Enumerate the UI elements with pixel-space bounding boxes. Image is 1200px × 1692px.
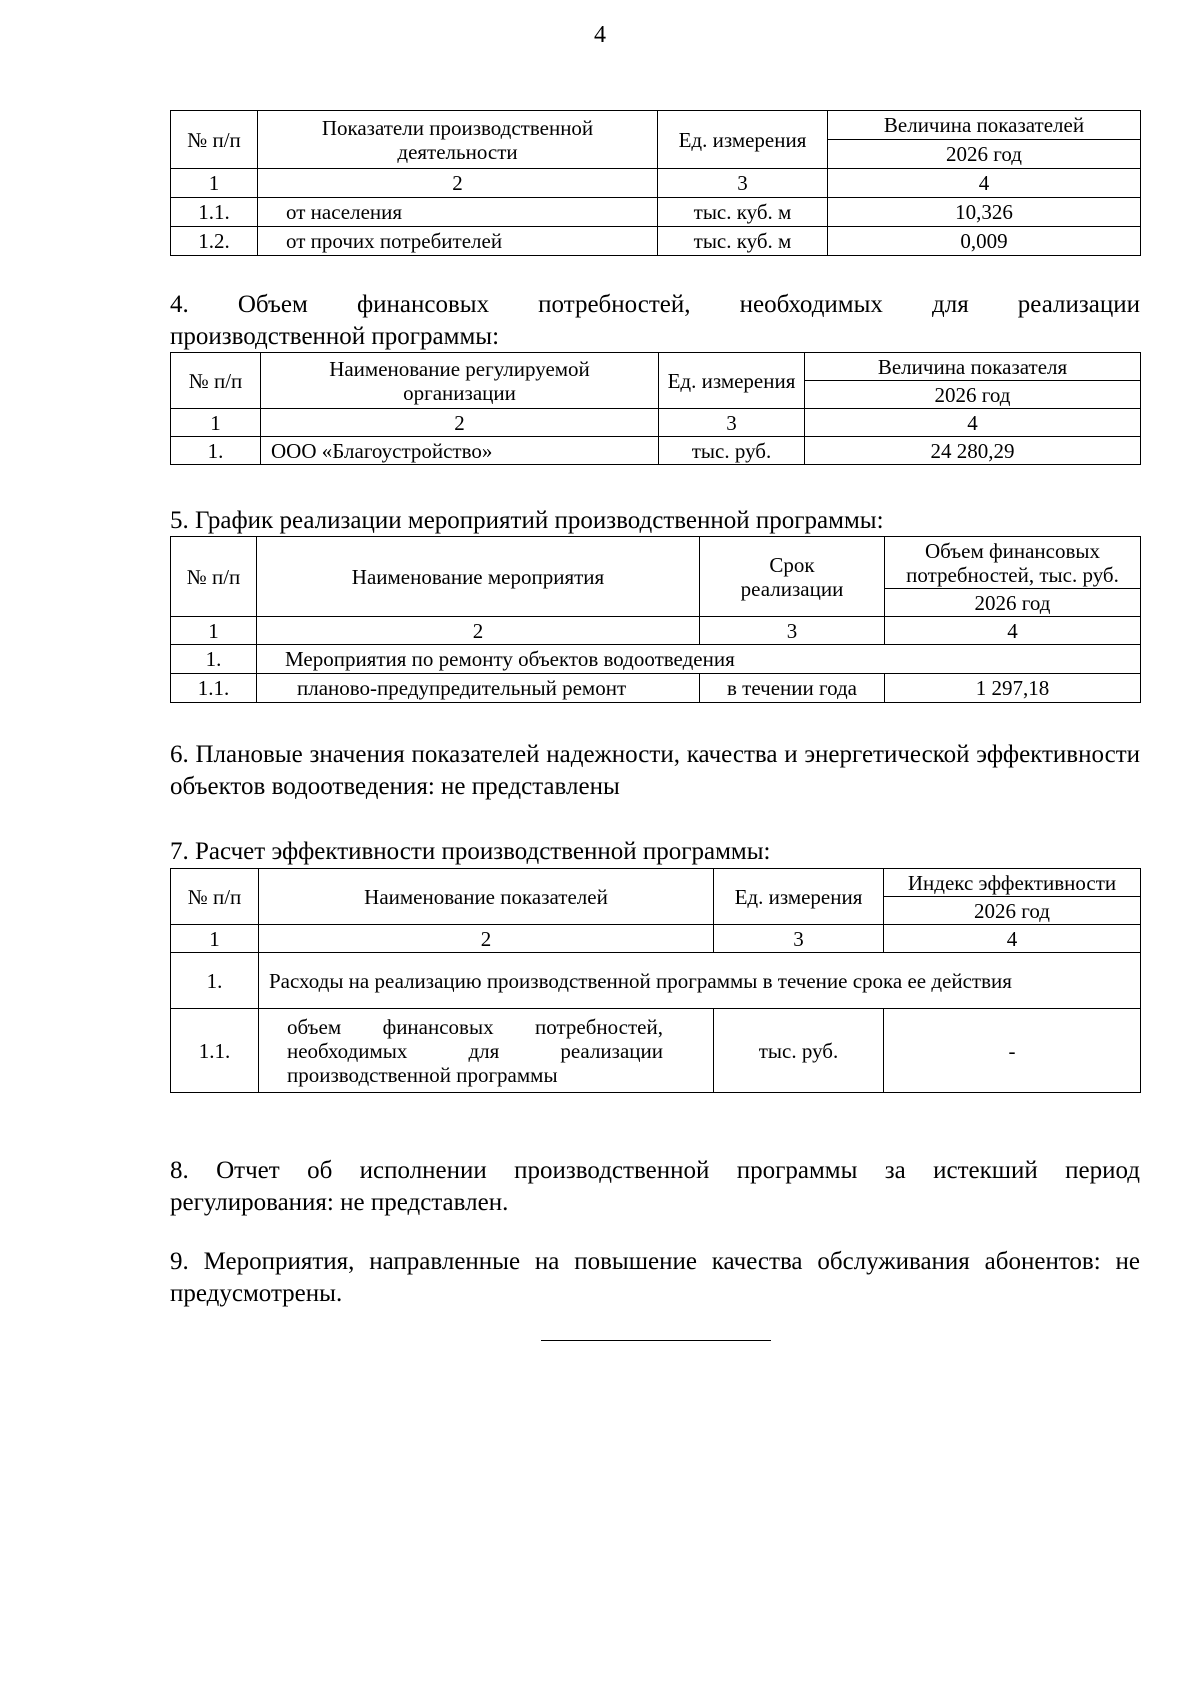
- row-unit: тыс. куб. м: [658, 227, 828, 256]
- row-unit: тыс. руб.: [714, 1009, 884, 1093]
- group-num: 1.: [171, 953, 259, 1009]
- section-4-title-line2: производственной программы:: [170, 323, 500, 350]
- row-indicator-name: объем финансовых потребностей, необходимых для реализации производственной программы: [259, 1009, 714, 1093]
- header-year: 2026 год: [885, 589, 1141, 617]
- index-cell: 1: [171, 169, 258, 198]
- row-value: -: [884, 1009, 1141, 1093]
- header-num: № п/п: [171, 353, 261, 409]
- header-activity-name: Наименование мероприятия: [257, 537, 700, 617]
- index-cell: 3: [658, 169, 828, 198]
- row-value: 1 297,18: [885, 674, 1141, 703]
- group-name: Мероприятия по ремонту объектов водоотведения: [257, 645, 1141, 674]
- row-value: 10,326: [828, 198, 1141, 227]
- production-indicators-table: [170, 110, 1140, 256]
- header-value: Величина показателя: [805, 353, 1141, 381]
- section-8-text: 8. Отчет об исполнении производственной программы за истекший период регулирования: не представлен.: [170, 1157, 1140, 1216]
- header-num: № п/п: [171, 111, 258, 169]
- index-cell: 1: [171, 925, 259, 953]
- table-row: [171, 198, 1141, 227]
- row-num: 1.: [171, 437, 261, 465]
- row-num: 1.1.: [171, 1009, 259, 1093]
- index-cell: 1: [171, 409, 261, 437]
- row-name: от прочих потребителей: [258, 227, 658, 256]
- row-org-name: ООО «Благоустройство»: [261, 437, 659, 465]
- row-term: в течении года: [700, 674, 885, 703]
- index-cell: 2: [259, 925, 714, 953]
- row-num: 1.1.: [171, 198, 258, 227]
- table-group-row: [171, 953, 1141, 1009]
- index-cell: 4: [805, 409, 1141, 437]
- header-year: 2026 год: [805, 381, 1141, 409]
- header-term: Срок реализации: [700, 537, 885, 617]
- header-value: Величина показателей: [828, 111, 1141, 140]
- row-unit: тыс. руб.: [659, 437, 805, 465]
- section-4-title: [170, 289, 1140, 353]
- header-unit: Ед. измерения: [659, 353, 805, 409]
- header-org-name: Наименование регулируемой организации: [261, 353, 659, 409]
- index-cell: 2: [257, 617, 700, 645]
- financial-needs-table: [170, 352, 1140, 465]
- index-cell: 4: [885, 617, 1141, 645]
- index-cell: 4: [884, 925, 1141, 953]
- index-cell: 1: [171, 617, 257, 645]
- table-row: [171, 1009, 1141, 1093]
- header-unit: Ед. измерения: [714, 869, 884, 925]
- section-9-text: 9. Мероприятия, направленные на повышение качества обслуживания абонентов: не предусмотрены.: [170, 1248, 1140, 1307]
- row-value: 24 280,29: [805, 437, 1141, 465]
- section-4-title-line1: 4. Объем финансовых потребностей, необходимых для реализации: [170, 291, 1140, 318]
- schedule-table: [170, 536, 1140, 703]
- index-cell: 3: [700, 617, 885, 645]
- table-row: [171, 227, 1141, 256]
- group-num: 1.: [171, 645, 257, 674]
- row-unit: тыс. куб. м: [658, 198, 828, 227]
- row-activity-name: планово-предупредительный ремонт: [257, 674, 700, 703]
- row-num: 1.1.: [171, 674, 257, 703]
- index-cell: 2: [258, 169, 658, 198]
- index-cell: 3: [659, 409, 805, 437]
- header-num: № п/п: [171, 869, 259, 925]
- index-cell: 4: [828, 169, 1141, 198]
- section-5-title: 5. График реализации мероприятий производственной программы:: [170, 507, 884, 534]
- header-unit: Ед. измерения: [658, 111, 828, 169]
- header-indicator-name: Показатели производственной деятельности: [258, 111, 658, 169]
- row-name: от населения: [258, 198, 658, 227]
- group-name: Расходы на реализацию производственной программы в течение срока ее действия: [259, 953, 1141, 1009]
- index-cell: 2: [261, 409, 659, 437]
- index-cell: 3: [714, 925, 884, 953]
- section-7-title: 7. Расчет эффективности производственной программы:: [170, 838, 771, 865]
- header-value: Объем финансовых потребностей, тыс. руб.: [885, 537, 1141, 589]
- header-year: 2026 год: [828, 140, 1141, 169]
- efficiency-table: [170, 868, 1140, 1093]
- table-row: [171, 674, 1141, 703]
- header-num: № п/п: [171, 537, 257, 617]
- page-number: 4: [594, 22, 606, 48]
- header-indicators-name: Наименование показателей: [259, 869, 714, 925]
- table-group-row: [171, 645, 1141, 674]
- header-year: 2026 год: [884, 897, 1141, 925]
- row-num: 1.2.: [171, 227, 258, 256]
- row-value: 0,009: [828, 227, 1141, 256]
- table-row: [171, 437, 1141, 465]
- closing-rule: [541, 1340, 771, 1341]
- section-6-text: 6. Плановые значения показателей надежности, качества и энергетической эффективности объектов водоотведения: не представлены: [170, 741, 1140, 800]
- header-value: Индекс эффективности: [884, 869, 1141, 897]
